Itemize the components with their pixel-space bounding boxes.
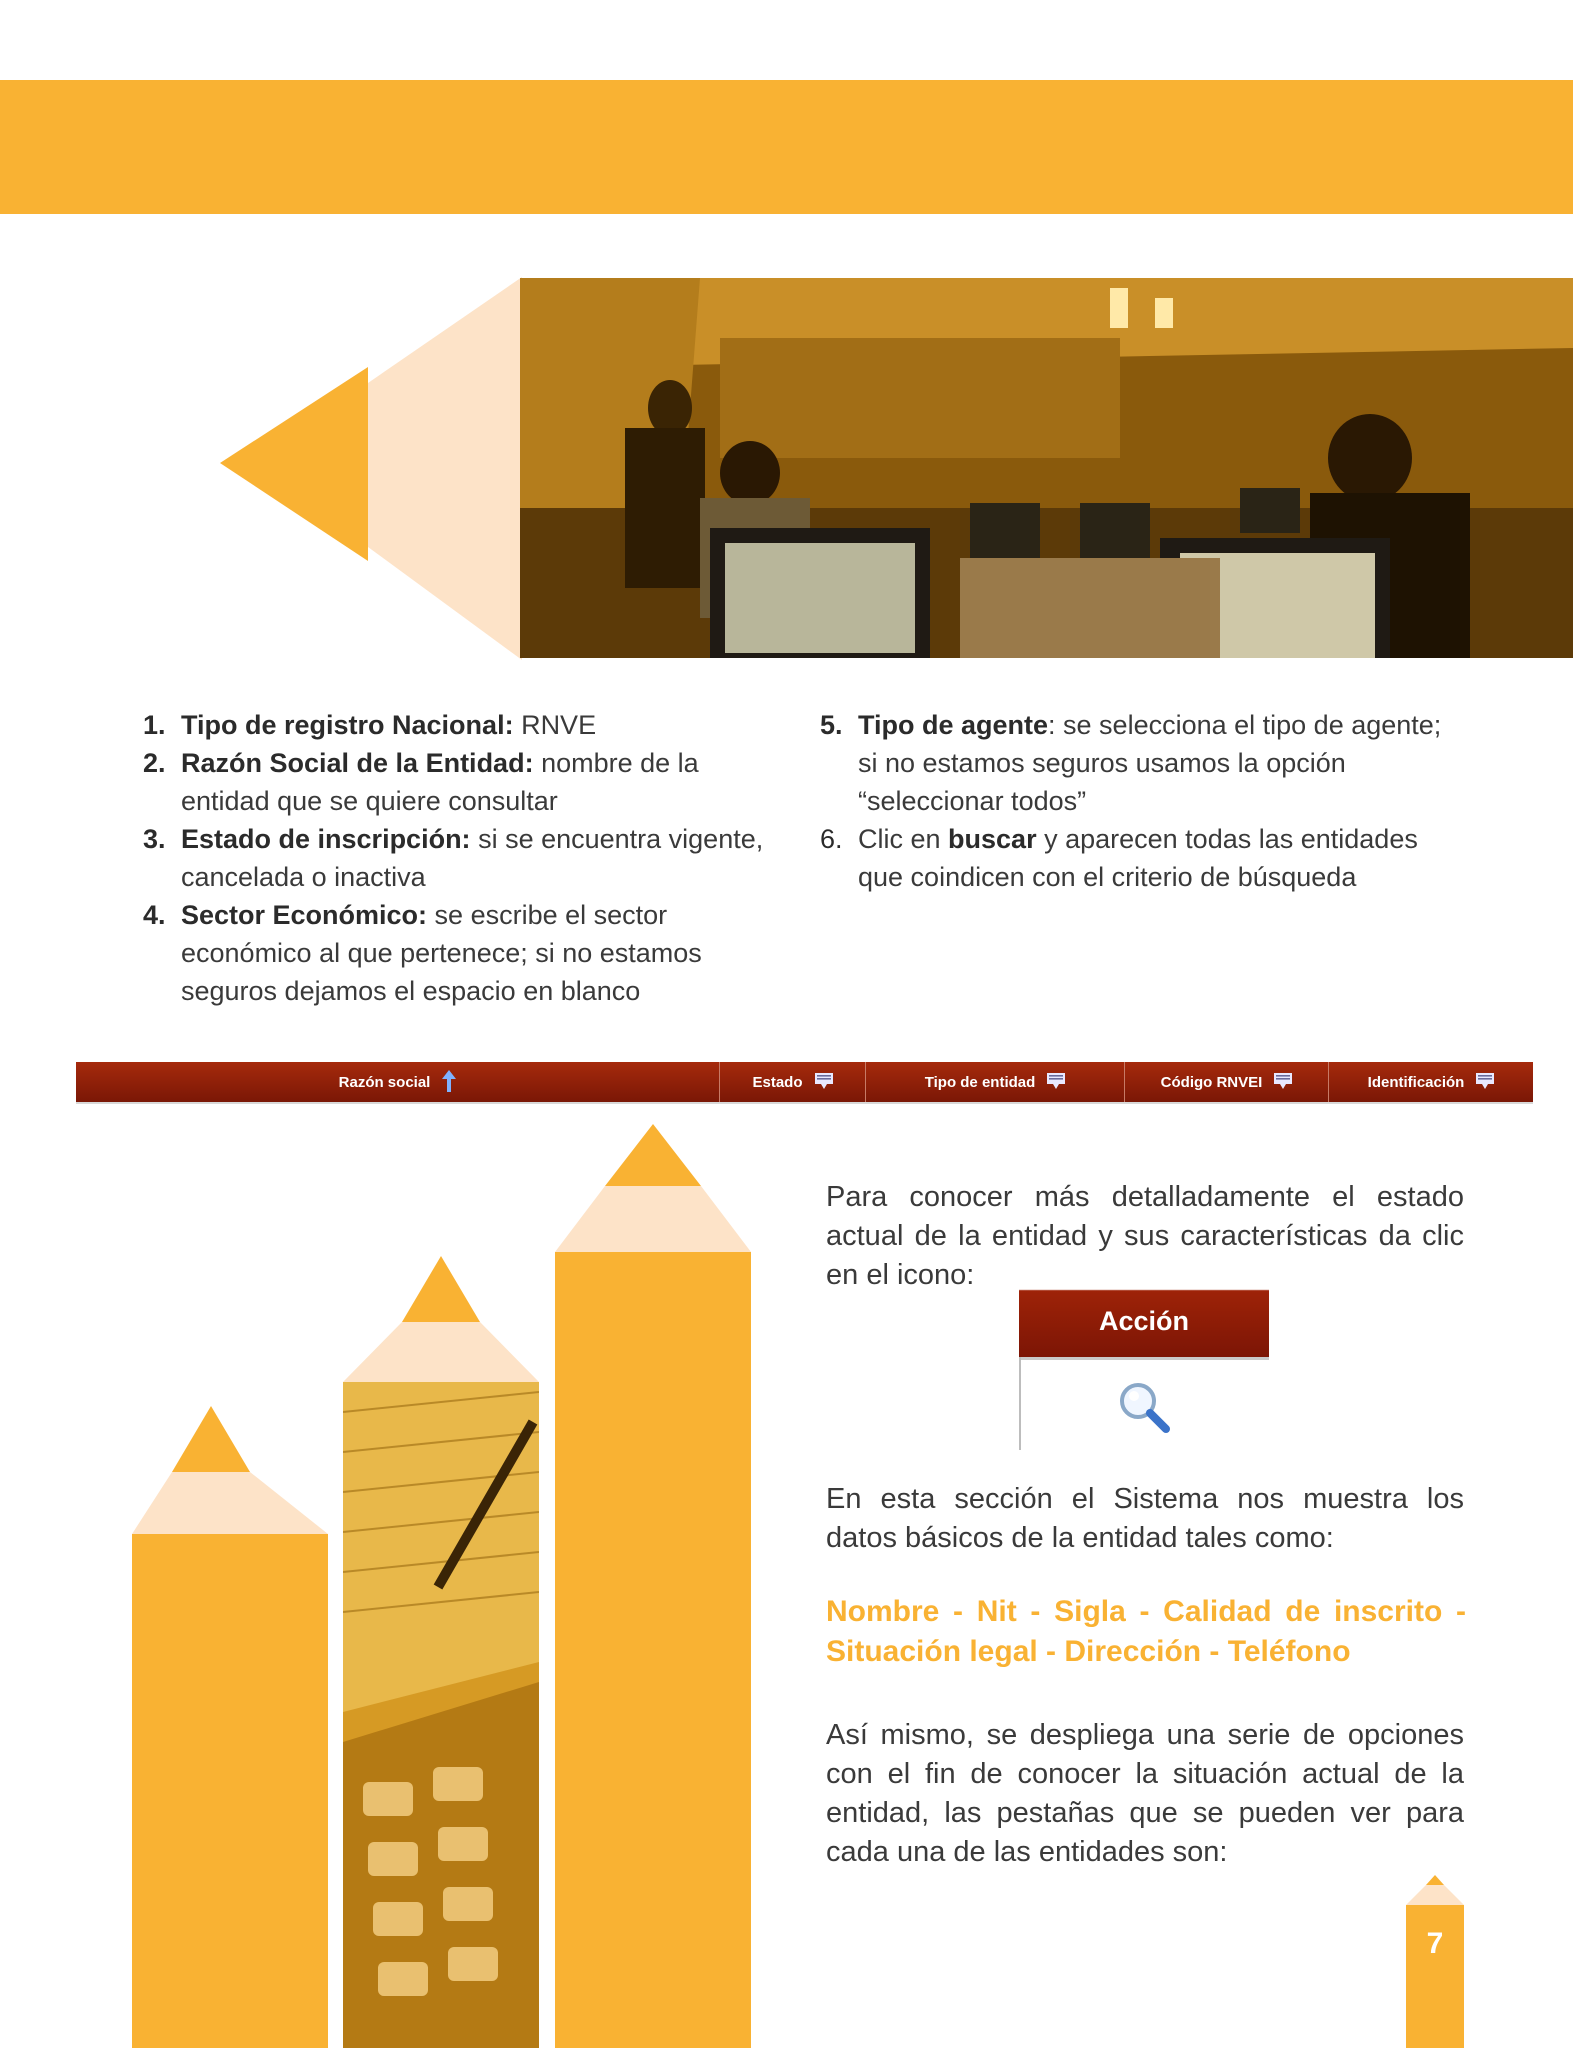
section-paragraph: En esta sección el Sistema nos muestra los datos básicos de la entidad tales como:: [826, 1483, 1464, 1554]
filter-list-icon[interactable]: [1047, 1073, 1065, 1092]
column-header-estado[interactable]: Estado: [720, 1062, 866, 1102]
accion-header: Acción: [1019, 1285, 1269, 1360]
page-number-pencil: [1406, 1875, 1464, 2048]
calculator-photo: [343, 1382, 539, 2048]
options-paragraph: Así mismo, se despliega una serie de opciones con el fin de conocer la situación actual de la entidad, las pestañas que se pueden ver para cada una de las entidades son:: [826, 1719, 1464, 1868]
step-item: 6. Clic en buscar y aparecen todas las entidades que coindicen con el criterio de búsqueda: [820, 824, 1418, 892]
step-item: 5. Tipo de agente: se selecciona el tipo de agente; si no estamos seguros usamos la opción “seleccionar todos”: [820, 710, 1442, 816]
page-number: 7: [1426, 1927, 1444, 1960]
intro-paragraph: Para conocer más detalladamente el estado actual de la entidad y sus características da clic en el icono:: [826, 1181, 1464, 1291]
sort-ascending-arrow-icon[interactable]: [442, 1070, 456, 1095]
step-item: 1. Tipo de registro Nacional: RNVE: [143, 710, 597, 740]
column-header-razon-social[interactable]: Razón social: [76, 1062, 720, 1102]
step-item: 4. Sector Económico: se escribe el sector económico al que pertenece; si no estamos seguros dejamos el espacio en blanco: [143, 900, 702, 1006]
entity-fields-highlight: Nombre - Nit - Sigla - Calidad de inscrito - Situación legal - Dirección - Teléfono: [826, 1595, 1466, 1668]
column-header-codigo-rnvei[interactable]: Código RNVEI: [1125, 1062, 1329, 1102]
filter-list-icon[interactable]: [1274, 1073, 1292, 1092]
step-item: 3. Estado de inscripción: si se encuentra vigente, cancelada o inactiva: [143, 824, 764, 892]
top-color-band: [0, 80, 1573, 214]
step-item: 2. Razón Social de la Entidad: nombre de la entidad que se quiere consultar: [143, 748, 699, 816]
steps-list-right: [820, 706, 1460, 896]
steps-list-left: [143, 706, 783, 1010]
filter-list-icon[interactable]: [1476, 1073, 1494, 1092]
office-photo: [520, 278, 1573, 658]
pencil-tip-decoration: [0, 275, 530, 665]
column-header-identificacion[interactable]: Identificación: [1329, 1062, 1533, 1102]
magnifier-search-icon[interactable]: [1114, 1377, 1178, 1446]
column-header-tipo-entidad[interactable]: Tipo de entidad: [866, 1062, 1125, 1102]
accion-widget: [1019, 1285, 1269, 1450]
accion-divider: [1019, 1357, 1021, 1450]
filter-list-icon[interactable]: [815, 1073, 833, 1092]
results-table-header: [76, 1062, 1533, 1104]
